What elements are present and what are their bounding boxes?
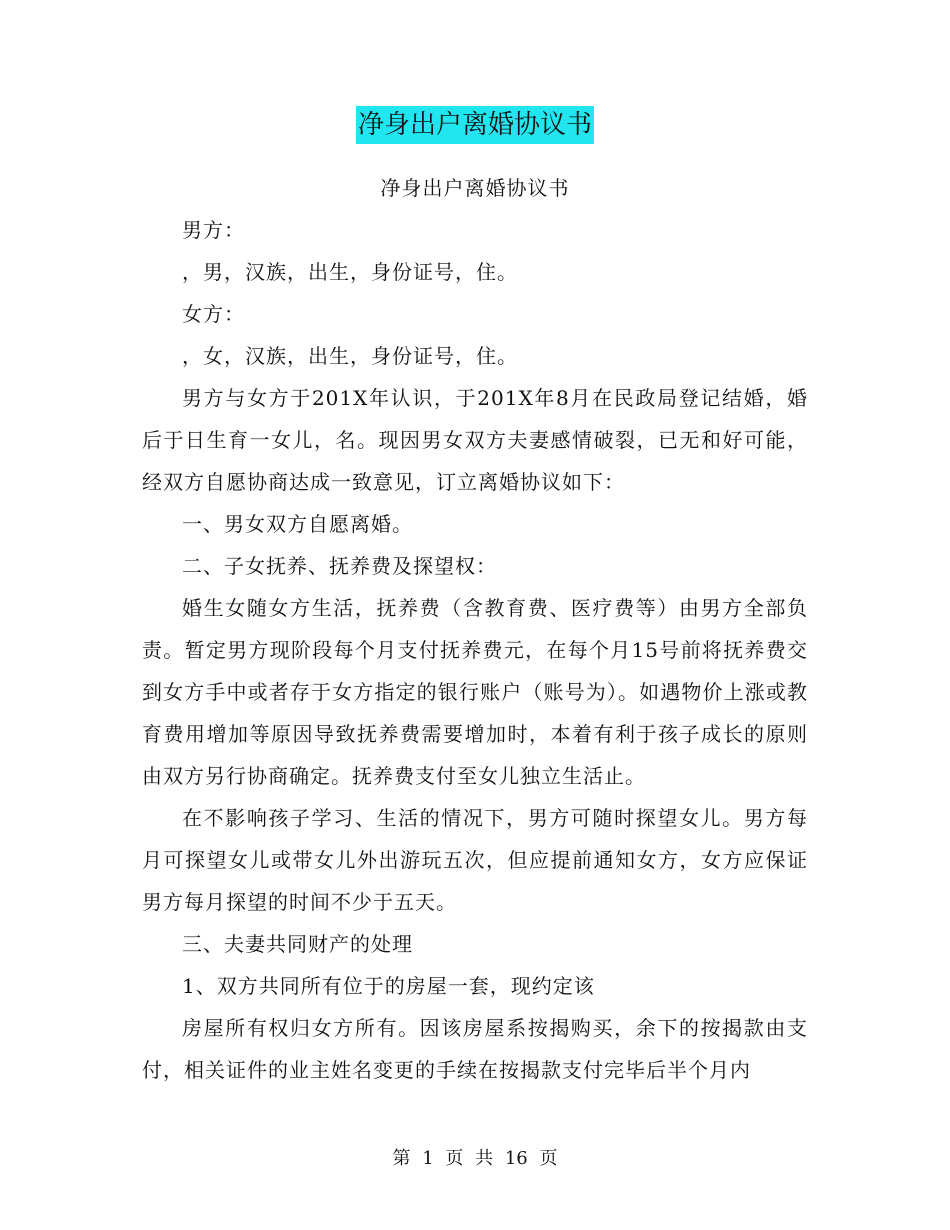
paragraph-female-party-details: ，女，汉族，出生，身份证号，住。 xyxy=(182,344,518,368)
paragraph-male-party-label: 男方： xyxy=(182,218,245,242)
page-number-footer: 第 1 页 共 16 页 xyxy=(392,1148,558,1169)
paragraph-female-party-label: 女方： xyxy=(182,302,245,326)
paragraph-clause-2-heading: 二、子女抚养、抚养费及探望权： xyxy=(182,554,497,578)
paragraph-property-item-1: 1、双方共同所有位于的房屋一套，现约定该 xyxy=(182,974,595,998)
document-subtitle: 净身出户离婚协议书 xyxy=(380,176,570,200)
document-body xyxy=(142,167,808,1091)
page-title: 净身出户离婚协议书 xyxy=(356,106,594,144)
paragraph-property-ownership: 房屋所有权归女方所有。因该房屋系按揭购买，余下的按揭款由支付，相关证件的业主姓名变更的手续在按揭款支付完毕后半个月内 xyxy=(142,1016,808,1082)
paragraph-child-support: 婚生女随女方生活，抚养费（含教育费、医疗费等）由男方全部负责。暂定男方现阶段每个月支付抚养费元，在每个月15号前将抚养费交到女方手中或者存于女方指定的银行账户（账号为）。如遇物价上涨或教育费用增加等原因导致抚养费需要增加时，本着有利于孩子成长的原则由双方另行协商确定。抚养费支付至女儿独立生活止。 xyxy=(142,596,808,788)
paragraph-male-party-details: ，男，汉族，出生，身份证号，住。 xyxy=(182,260,518,284)
paragraph-marriage-background: 男方与女方于201X年认识，于201X年8月在民政局登记结婚，婚后于日生育一女儿，名。现因男女双方夫妻感情破裂，已无和好可能，经双方自愿协商达成一致意见，订立离婚协议如下： xyxy=(142,386,808,494)
paragraph-clause-3-heading: 三、夫妻共同财产的处理 xyxy=(182,932,413,956)
paragraph-visitation: 在不影响孩子学习、生活的情况下，男方可随时探望女儿。男方每月可探望女儿或带女儿外出游玩五次，但应提前通知女方，女方应保证男方每月探望的时间不少于五天。 xyxy=(142,806,808,914)
title-area xyxy=(0,106,950,144)
paragraph-clause-1: 一、男女双方自愿离婚。 xyxy=(182,512,413,536)
